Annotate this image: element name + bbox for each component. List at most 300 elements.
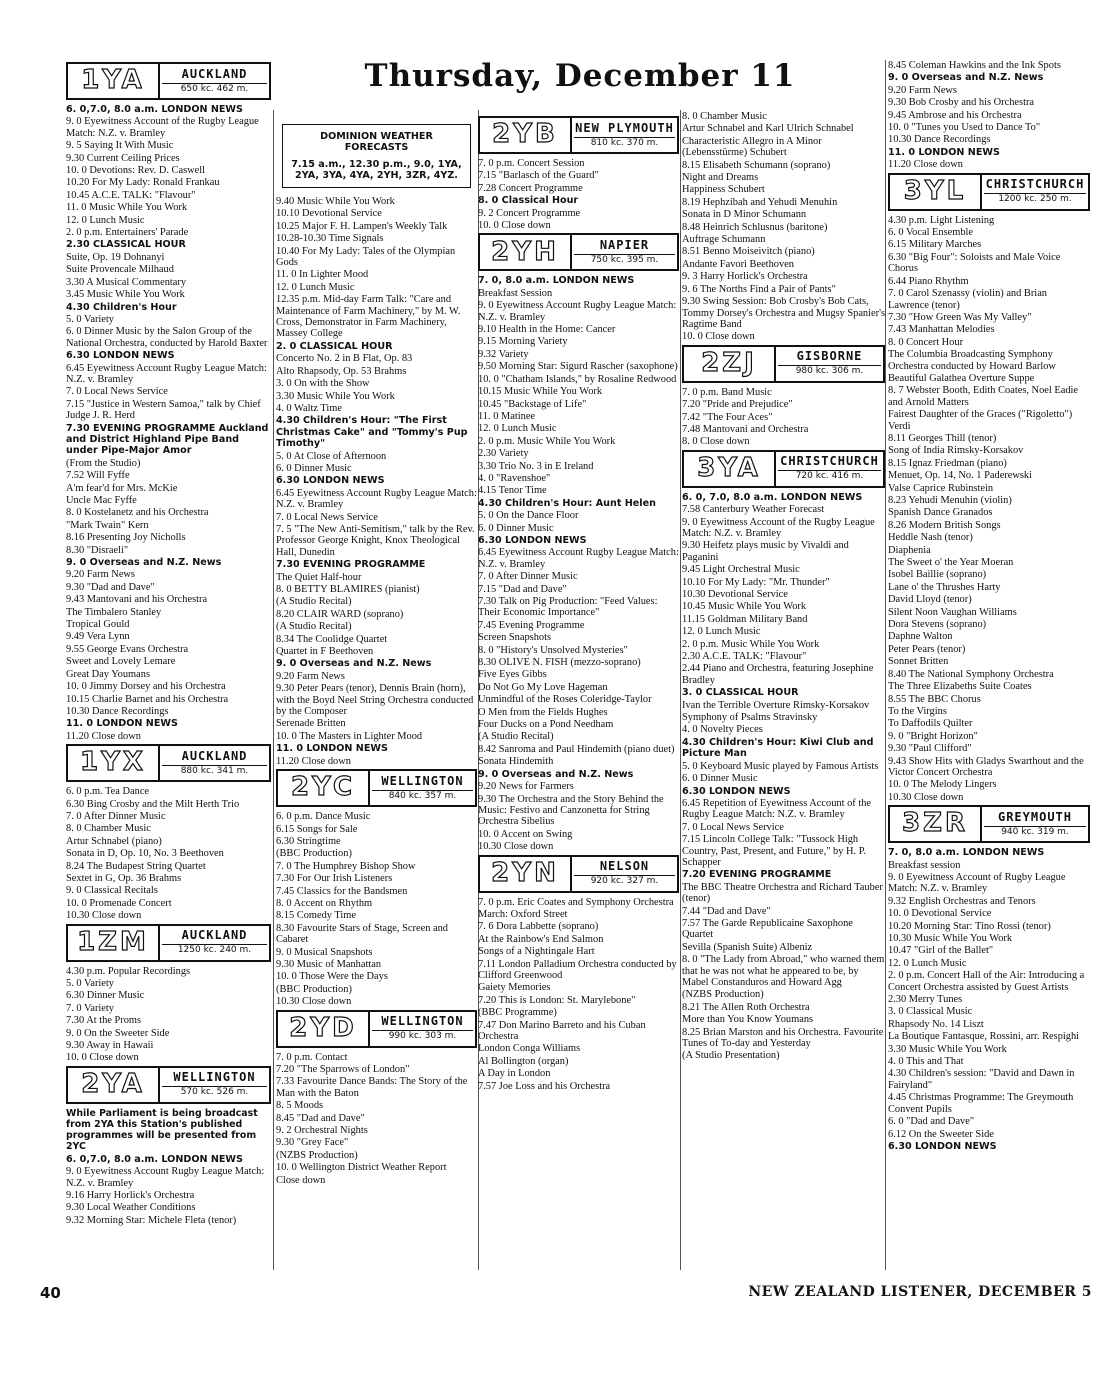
program-entry: 7.20 "Pride and Prejudice": [682, 399, 793, 411]
program-entry: 6.45 Eyewitness Account Rugby League Match: N.Z. v. Bramley: [276, 487, 477, 511]
program-entry: 7.30 Talk on Pig Production: "Feed Values: Their Economic Importance": [478, 596, 658, 619]
program-entry: Symphony of Psalms Stravinsky: [682, 712, 818, 724]
program-entry: Heddle Nash (tenor): [888, 532, 973, 544]
program-entry: Songs of a Nightingale Hart: [478, 946, 595, 958]
program-entry: 9.43 Show Hits with Gladys Swarthout and the Victor Concert Orchestra: [888, 755, 1084, 778]
program-entry: 9.40 Music While You Work: [276, 196, 395, 207]
program-entry: 3. 0 On with the Show: [276, 378, 370, 390]
program-entry: 9.30 Music of Manhattan: [276, 958, 382, 970]
program-entry: 7.43 Manhattan Melodies: [888, 324, 995, 336]
program-entry: 7.28 Concert Programme: [478, 182, 583, 194]
program-entry: 9. 2 Concert Programme: [478, 207, 581, 219]
program-entry: 2. 0 p.m. Entertainers' Parade: [66, 227, 189, 239]
station-call-sign: 3YL: [890, 175, 982, 209]
program-entry: 2. 0 CLASSICAL HOUR: [276, 340, 393, 352]
program-entry: 7.15 Lincoln College Talk: "Tussock High Country, Past, Present, and Future," by H. P. Schapper: [682, 834, 866, 868]
program-entry: 4.30 Children's Hour: Aunt Helen: [478, 497, 656, 509]
program-entry: 8.48 Heinrich Schlusnus (baritone): [682, 221, 828, 233]
program-entry: 11. 0 LONDON NEWS: [888, 146, 1000, 158]
program-entry: 8.25 Brian Marston and his Orchestra. Favourite Tunes of To-day and Yesterday: [682, 1026, 884, 1050]
program-entry: 7.30 At the Proms: [66, 1015, 142, 1027]
program-entry: 10. 0 The Masters in Lighter Mood: [276, 730, 423, 742]
program-list-2yn: [478, 897, 679, 1093]
program-entry: 11. 0 LONDON NEWS: [276, 743, 388, 755]
program-entry: 2.30 CLASSICAL HOUR: [66, 239, 186, 251]
program-entry: 11. 0 In Lighter Mood: [276, 269, 369, 281]
program-entry: 12. 0 Lunch Music: [276, 281, 355, 293]
program-entry: 9. 3 Harry Horlick's Orchestra: [682, 271, 808, 283]
station-frequency: 650 kc. 462 m.: [162, 83, 267, 95]
program-entry: (From the Studio): [66, 457, 141, 469]
station-city: CHRISTCHURCH: [780, 454, 879, 469]
station-call-sign: 2ZJ: [684, 347, 776, 381]
program-entry: 10.30 Dance Recordings: [66, 705, 169, 717]
program-entry: 9.45 Ambrose and his Orchestra: [888, 109, 1022, 121]
program-entry: The Sweet o' the Year Moeran: [888, 557, 1014, 569]
page-title: Thursday, December 11: [364, 58, 796, 94]
station-frequency: 1200 kc. 250 m.: [984, 193, 1086, 205]
program-entry: 7. 0, 8.0 a.m. LONDON NEWS: [888, 847, 1045, 859]
program-entry: 8.26 Modern British Songs: [888, 519, 1001, 531]
program-entry: Andante Favori Beethoven: [682, 258, 794, 270]
program-list-2yb: [478, 158, 679, 231]
program-entry: 10. 0 "Chatham Islands," by Rosaline Redwood: [478, 373, 677, 385]
program-entry: 9. 0 Overseas and N.Z. News: [276, 658, 432, 670]
program-entry: 3.45 Music While You Work: [66, 289, 185, 301]
program-entry: 5. 0 At Close of Afternoon: [276, 450, 387, 462]
program-entry: 4. 0 Novelty Pieces: [682, 724, 763, 736]
station-call-sign: 2YD: [278, 1012, 370, 1046]
station-city: AUCKLAND: [181, 748, 248, 763]
program-entry: 9.32 English Orchestras and Tenors: [888, 895, 1036, 907]
program-entry: 4.30 Children's session: "David and Dawn in Fairyland": [888, 1068, 1075, 1091]
program-entry: 12. 0 Lunch Music: [888, 957, 967, 969]
program-entry: 10.30 Devotional Service: [682, 589, 788, 600]
station-frequency: 880 kc. 341 m.: [162, 765, 267, 777]
program-entry: 10. 0 Accent on Swing: [478, 828, 573, 840]
program-entry: 6. 0 p.m. Tea Dance: [66, 786, 150, 798]
program-entry: 7.57 Joe Loss and his Orchestra: [478, 1080, 611, 1092]
program-entry: 9.30 "Dad and Dave": [66, 581, 155, 593]
program-entry: 10.25 Major F. H. Lampen's Weekly Talk: [276, 220, 448, 232]
program-entry: 8. 0 Chamber Music: [66, 823, 151, 835]
program-entry: 10.15 Music While You Work: [478, 386, 603, 398]
program-entry: Menuet, Op. 14, No. 1 Paderewski: [888, 470, 1033, 482]
program-entry: 8.15 Ignaz Friedman (piano): [888, 457, 1007, 469]
program-entry: O Men from the Fields Hughes: [478, 706, 608, 718]
program-entry: 10. 0 Close down: [66, 1052, 139, 1064]
station-frequency: 720 kc. 416 m.: [778, 470, 881, 482]
program-entry: 10.10 For My Lady: "Mr. Thunder": [682, 576, 830, 588]
program-entry: 7.44 "Dad and Dave": [682, 905, 771, 917]
program-entry: 6. 0 p.m. Dance Music: [276, 811, 371, 823]
program-entry: More than You Know Youmans: [682, 1014, 814, 1026]
program-entry: 9. 0 Eyewitness Account of the Rugby League Match: N.Z. v. Bramley: [66, 116, 259, 139]
program-entry: 7.30 For Our Irish Listeners: [276, 873, 393, 885]
program-entry: 6.30 Bing Crosby and the Milt Herth Trio: [66, 798, 240, 810]
parliament-notice: While Parliament is being broadcast from 2YA this Station's published programmes will be presented from 2YC: [66, 1107, 258, 1152]
program-entry: 10.28-10.30 Time Signals: [276, 233, 384, 245]
program-entry: 9. 0 Eyewitness Account Rugby League Match: N.Z. v. Bramley: [478, 300, 677, 323]
program-entry: Breakfast session: [888, 859, 961, 871]
program-entry: 5. 0 Keyboard Music played by Famous Artists: [682, 760, 879, 772]
program-entry: 11. 0 Matinee: [478, 410, 536, 422]
program-entry: 8.40 The National Symphony Orchestra: [888, 668, 1054, 680]
station-header-2yd: [276, 1010, 477, 1048]
program-entry: 7. 0 Local News Service: [682, 821, 784, 833]
station-city: AUCKLAND: [181, 928, 248, 943]
station-header-3ya: [682, 450, 885, 488]
program-entry: 6.30 "Big Four": Soloists and Male Voice Chorus: [888, 251, 1061, 275]
program-entry: 6.44 Piano Rhythm: [888, 275, 969, 287]
program-entry: Five Eyes Gibbs: [478, 669, 547, 681]
program-entry: 12. 0 Lunch Music: [478, 423, 557, 435]
program-entry: 7.15 "Barlasch of the Guard": [478, 170, 599, 182]
program-entry: 4.30 p.m. Popular Recordings: [66, 965, 191, 977]
program-list-2ya-cont: [276, 196, 477, 767]
program-entry: 7. 0 The Humphrey Bishop Show: [276, 860, 416, 872]
program-entry: 9. 0 Eyewitness Account of the Rugby League Match: N.Z. v. Bramley: [682, 516, 875, 539]
program-entry: Dora Stevens (soprano): [888, 619, 987, 631]
program-entry: The Columbia Broadcasting Symphony Orchestra conducted by Howard Barlow: [888, 349, 1056, 372]
program-entry: (A Studio Recital): [276, 596, 352, 608]
program-entry: The Three Elizabeths Suite Coates: [888, 681, 1032, 693]
program-entry: 8.51 Benno Moiseivitch (piano): [682, 246, 815, 258]
program-entry: 12. 0 Lunch Music: [682, 626, 761, 638]
program-entry: 11.20 Close down: [888, 159, 963, 171]
program-entry: 9.32 Morning Star: Michele Fleta (tenor): [66, 1214, 237, 1226]
station-call-sign: 2YA: [68, 1068, 160, 1102]
program-entry: 6. 0,7.0, 8.0 a.m. LONDON NEWS: [66, 1153, 243, 1165]
program-entry: 6.12 On the Sweeter Side: [888, 1128, 994, 1140]
program-entry: 8. 0 "The Lady from Abroad," who warned them that he was not what he appeared to be, by Mabel Constanduros and Howard Agg: [682, 954, 885, 988]
station-call-sign: 2YH: [480, 235, 572, 269]
program-entry: 7.20 This is London: St. Marylebone": [478, 994, 636, 1006]
program-entry: 6. 0 Dinner Music: [478, 522, 554, 534]
program-entry: 11. 0 Music While You Work: [66, 202, 188, 214]
program-entry: 7. 6 Dora Labbette (soprano): [478, 921, 599, 933]
station-header-2yc: [276, 769, 477, 807]
program-entry: 3.30 Music While You Work: [888, 1043, 1007, 1055]
program-entry: 7.11 London Palladium Orchestra conducted by Clifford Greenwood: [478, 958, 677, 981]
program-entry: 6.30 LONDON NEWS: [276, 475, 385, 487]
program-entry: 12.35 p.m. Mid-day Farm Talk: "Care and Maintenance of Farm Machinery," by M. W. Cross, Demonstrator in Farm Machinery, Massey College: [276, 294, 461, 340]
program-entry: 7.42 "The Four Aces": [682, 411, 773, 423]
program-entry: 6.30 Stringtime: [276, 835, 341, 847]
program-entry: To the Virgins: [888, 705, 947, 717]
column-4: [682, 111, 885, 1270]
station-call-sign: 2YN: [480, 857, 572, 891]
program-entry: (A Studio Recital): [276, 621, 352, 633]
program-entry: Alto Rhapsody, Op. 53 Brahms: [276, 365, 407, 377]
program-entry: 9.32 Variety: [478, 348, 529, 360]
program-entry: 9.49 Vera Lynn: [66, 631, 130, 643]
program-entry: 7. 0 Carol Szenassy (violin) and Brian Lawrence (tenor): [888, 288, 1048, 311]
program-list-1yx: [66, 786, 271, 921]
program-entry: 7. 0 p.m. Eric Coates and Symphony Orchestra: [478, 896, 674, 908]
program-entry: 6. 0 Vocal Ensemble: [888, 227, 974, 239]
program-entry: Spanish Dance Granados: [888, 507, 993, 519]
program-entry: 9.30 Current Ceiling Prices: [66, 152, 180, 164]
program-entry: 10.30 Dance Recordings: [888, 134, 991, 146]
program-entry: 6.30 LONDON NEWS: [682, 785, 791, 797]
program-entry: 3.30 A Musical Commentary: [66, 276, 187, 288]
program-list-2zj: [682, 387, 885, 448]
program-entry: 9.16 Harry Horlick's Orchestra: [66, 1190, 195, 1202]
program-entry: 7. 0 Variety: [66, 1002, 114, 1014]
program-entry: Concerto No. 2 in B Flat, Op. 83: [276, 353, 413, 365]
program-entry: 8.11 Georges Thill (tenor): [888, 432, 997, 444]
program-entry: 9.30 The Orchestra and the Story Behind the Music: Festivo and Canzonetta for String Orchestra Sibelius: [478, 793, 664, 828]
station-city: AUCKLAND: [181, 66, 248, 81]
column-2: [276, 118, 477, 1270]
column-5: [888, 60, 1090, 1270]
program-entry: 2.30 Variety: [478, 448, 529, 460]
station-frequency: 570 kc. 526 m.: [162, 1086, 267, 1098]
program-entry: (BBC Production): [276, 848, 352, 860]
program-entry: 7. 0 p.m. Contact: [276, 1051, 348, 1063]
program-entry: 8.15 Comedy Time: [276, 910, 356, 922]
station-city: NELSON: [599, 859, 650, 874]
program-entry: 8. 0 Chamber Music: [682, 111, 767, 122]
column-divider: [273, 110, 274, 1270]
program-entry: Four Ducks on a Pond Needham: [478, 719, 614, 731]
station-frequency: 840 kc. 357 m.: [372, 790, 473, 802]
program-entry: 4.30 Children's Hour: Kiwi Club and Picture Man: [682, 736, 874, 760]
program-entry: Characteristic Allegro in A Minor (Lebensstürme) Schubert: [682, 135, 822, 159]
program-entry: (BBC Production): [276, 983, 352, 995]
program-entry: 10. 0 Those Were the Days: [276, 971, 388, 983]
program-entry: 7.52 Will Fyffe: [66, 470, 130, 482]
program-entry: 9. 0 Musical Snapshots: [276, 946, 373, 958]
publication-footer: NEW ZEALAND LISTENER, DECEMBER 5: [748, 1284, 1092, 1300]
program-list-3ya: [682, 492, 885, 1062]
program-entry: 8. 0 Accent on Rhythm: [276, 897, 373, 909]
program-entry: Beautiful Galathea Overture Suppe: [888, 372, 1035, 384]
program-entry: 2. 0 p.m. Music While You Work: [478, 435, 616, 447]
page-number: 40: [40, 1284, 61, 1302]
program-entry: Sonata in D, Op. 10, No. 3 Beethoven: [66, 848, 224, 860]
program-entry: 7.30 EVENING PROGRAMME: [276, 559, 426, 571]
program-entry: Valse Caprice Rubinstein: [888, 482, 994, 494]
station-call-sign: 1YX: [68, 746, 160, 780]
program-entry: 9.20 Farm News: [888, 84, 957, 96]
program-list-2yc: [276, 811, 477, 1008]
program-entry: 9.55 George Evans Orchestra: [66, 643, 189, 655]
program-entry: 5. 0 Variety: [66, 978, 114, 989]
program-entry: 8.45 Coleman Hawkins and the Ink Spots: [888, 60, 1061, 71]
program-entry: 10. 0 Devotional Service: [888, 908, 992, 920]
program-entry: Al Bollington (organ): [478, 1055, 569, 1067]
program-entry: Serenade Britten: [276, 718, 346, 730]
program-entry: 10.30 Close down: [888, 791, 964, 803]
program-entry: 7. 5 "The New Anti-Semitism," talk by the Rev. Professor George Knight, Knox Theological Hall, Dunedin: [276, 523, 475, 558]
program-entry: Song of India Rimsky-Korsakov: [888, 445, 1024, 457]
program-entry: Auftrage Schumann: [682, 234, 766, 246]
station-city: WELLINGTON: [381, 1014, 464, 1029]
program-entry: 9. 0 Overseas and N.Z. News: [66, 557, 222, 569]
program-entry: 10. 0 Close down: [478, 220, 551, 232]
station-city: CHRISTCHURCH: [985, 177, 1085, 192]
program-entry: 10.45 "Backstage of Life": [478, 398, 587, 410]
program-entry: 10.30 Close down: [478, 841, 554, 853]
program-list-1zm: [66, 966, 271, 1064]
program-entry: 6.45 Eyewitness Account Rugby League Match: N.Z. v. Bramley: [66, 362, 267, 385]
program-entry: (NZBS Production): [682, 989, 764, 1001]
program-entry: Happiness Schubert: [682, 184, 765, 196]
program-entry: 8.42 Sanroma and Paul Hindemith (piano duet): [478, 743, 675, 755]
program-list-2yd: [276, 1052, 477, 1186]
program-entry: London Conga Williams: [478, 1043, 581, 1055]
program-entry: 9.20 Farm News: [276, 670, 345, 682]
station-header-3zr: [888, 805, 1090, 843]
program-entry: 6.15 Military Marches: [888, 239, 982, 251]
program-entry: Night and Dreams: [682, 172, 759, 184]
program-entry: A Day in London: [478, 1068, 551, 1080]
program-entry: 7.58 Canterbury Weather Forecast: [682, 504, 825, 516]
station-city: GISBORNE: [796, 349, 863, 364]
station-header-2yb: [478, 116, 679, 154]
program-entry: 6.30 LONDON NEWS: [888, 1140, 997, 1152]
station-city: WELLINGTON: [381, 773, 464, 788]
program-entry: 8. 0 Close down: [682, 436, 750, 448]
program-entry: 9.30 Away in Hawaii: [66, 1040, 154, 1052]
program-entry: 4.30 Children's Hour: "The First Christmas Cake" and "Tommy's Pup Timothy": [276, 415, 468, 450]
program-entry: 10.15 Charlie Barnet and his Orchestra: [66, 693, 229, 705]
program-entry: Breakfast Session: [478, 287, 553, 299]
program-entry: 7. 0 Local News Service: [276, 511, 378, 523]
program-entry: 8. 5 Moods: [276, 1100, 324, 1112]
program-entry: 10.30 Close down: [66, 910, 142, 922]
program-entry: 8. 0 Classical Hour: [478, 195, 579, 207]
program-entry: 9.20 Farm News: [66, 569, 135, 581]
program-entry: 9. 6 The Norths Find a Pair of Pants": [682, 283, 836, 295]
program-entry: 12. 0 Lunch Music: [66, 214, 145, 226]
station-header-2ya: [66, 1066, 271, 1104]
program-entry: 6. 0, 7.0, 8.0 a.m. LONDON NEWS: [682, 491, 863, 503]
program-entry: 11. 0 LONDON NEWS: [66, 718, 178, 730]
program-entry: 7.57 The Garde Republicaine Saxophone Quartet: [682, 917, 853, 941]
station-header-2zj: [682, 345, 885, 383]
program-entry: 2.30 A.C.E. TALK: "Flavour": [682, 651, 807, 663]
program-entry: 10. 0 Devotions: Rev. D. Caswell: [66, 165, 206, 177]
program-list-3ya-cont: [888, 60, 1090, 171]
program-entry: 10.47 "Girl of the Ballet": [888, 945, 994, 957]
program-entry: 9. 2 Orchestral Nights: [276, 1125, 368, 1137]
program-entry: Ivan the Terrible Overture Rimsky-Korsakov: [682, 699, 870, 711]
program-list-2yh: [478, 275, 679, 852]
program-entry: 9. 5 Saying It With Music: [66, 140, 174, 152]
program-entry: 5. 0 Variety: [66, 313, 114, 325]
column-3: [478, 114, 679, 1270]
program-entry: 9.30 Swing Session: Bob Crosby's Bob Cats, Tommy Dorsey's Orchestra and Mugsy Spanier's Ragtime Band: [682, 296, 885, 330]
program-entry: 4.30 p.m. Light Listening: [888, 214, 995, 226]
station-call-sign: 2YB: [480, 118, 572, 152]
program-entry: 5. 0 On the Dance Floor: [478, 510, 579, 522]
program-entry: 8.15 Elisabeth Schumann (soprano): [682, 159, 831, 171]
program-entry: 10. 0 Promenade Concert: [66, 897, 172, 909]
program-entry: 7.45 Evening Programme: [478, 619, 585, 631]
program-entry: Rhapsody No. 14 Liszt: [888, 1018, 984, 1030]
weather-times: 7.15 a.m., 12.30 p.m., 9.0, 1YA, 2YA, 3YA, 4YA, 2YH, 3ZR, 4YZ.: [291, 159, 462, 181]
program-entry: Isobel Baillie (soprano): [888, 569, 987, 581]
program-entry: 10.45 Music While You Work: [682, 601, 807, 613]
program-entry: 8.24 The Budapest String Quartet: [66, 860, 206, 872]
program-entry: Screen Snapshots: [478, 632, 552, 644]
program-entry: 4.45 Christmas Programme: The Greymouth Convent Pupils: [888, 1092, 1074, 1115]
program-entry: To Daffodils Quilter: [888, 718, 973, 730]
program-entry: 8.30 "Disraeli": [66, 544, 129, 556]
program-list-3zr: [888, 847, 1090, 1152]
program-entry: 8.23 Yehudi Menuhin (violin): [888, 495, 1012, 506]
program-entry: Uncle Mac Fyffe: [66, 495, 137, 506]
program-entry: 8.45 "Dad and Dave": [276, 1112, 365, 1124]
station-header-2yh: [478, 233, 679, 271]
program-entry: 7.47 Don Marino Barreto and his Cuban Orchestra: [478, 1019, 646, 1042]
program-list-2yn-cont: [682, 111, 885, 343]
program-entry: 7.45 Classics for the Bandsmen: [276, 885, 408, 897]
program-entry: 4.30 Children's Hour: [66, 301, 177, 313]
program-entry: Fairest Daughter of the Graces ("Rigoletto") Verdi: [888, 409, 1073, 432]
station-header-1zm: [66, 924, 271, 962]
program-entry: 6. 0 Dinner Music: [682, 773, 758, 785]
program-entry: 8. 7 Webster Booth, Edith Coates, Noel Eadie and Arnold Matters: [888, 385, 1079, 408]
program-entry: 9. 0 Overseas and N.Z. News: [888, 72, 1044, 84]
program-entry: (A Studio Presentation): [682, 1050, 780, 1062]
program-entry: (A Studio Recital): [478, 731, 554, 743]
station-frequency: 750 kc. 395 m.: [574, 254, 675, 266]
program-entry: 7. 0 p.m. Band Music: [682, 386, 772, 398]
program-entry: 7.30 "How Green Was My Valley": [888, 311, 1032, 323]
program-entry: Silent Noon Vaughan Williams: [888, 606, 1017, 618]
program-entry: 7.20 EVENING PROGRAMME: [682, 869, 832, 881]
station-header-1yx: [66, 744, 271, 782]
program-entry: 8.20 CLAIR WARD (soprano): [276, 608, 404, 620]
program-entry: 9.43 Mantovani and his Orchestra: [66, 594, 208, 606]
program-entry: Artur Schnabel and Karl Ulrich Schnabel: [682, 123, 854, 135]
program-entry: 6. 0 Dinner Music: [276, 462, 352, 474]
program-entry: Artur Schnabel (piano): [66, 835, 162, 847]
program-entry: La Boutique Fantasque, Rossini, arr. Respighi: [888, 1031, 1080, 1043]
program-entry: Lane o' the Thrushes Harty: [888, 581, 1001, 593]
column-divider: [885, 60, 886, 1270]
program-entry: 7.20 "The Sparrows of London": [276, 1064, 410, 1075]
station-city: GREYMOUTH: [997, 809, 1073, 824]
program-entry: "Mark Twain" Kern: [66, 519, 149, 531]
program-entry: 9. 0 Eyewitness Account of Rugby League Match: N.Z. v. Bramley: [888, 871, 1066, 895]
program-entry: 6.45 Eyewitness Account Rugby League Match: N.Z. v. Bramley: [478, 547, 679, 570]
program-entry: Diaphenia: [888, 544, 931, 556]
program-entry: 8.34 The Coolidge Quartet: [276, 633, 388, 645]
program-entry: Sevilla (Spanish Suite) Albeniz: [682, 941, 813, 953]
program-entry: 10.30 Music While You Work: [888, 933, 1013, 944]
station-frequency: 920 kc. 327 m.: [574, 875, 675, 887]
column-divider: [680, 110, 681, 1270]
program-entry: 10.20 Morning Star: Tino Rossi (tenor): [888, 920, 1051, 932]
program-entry: 6. 0,7.0, 8.0 a.m. LONDON NEWS: [66, 104, 243, 115]
program-entry: 4. 0 Waltz Time: [276, 402, 342, 414]
program-entry: (BBC Programme): [478, 1007, 557, 1019]
program-entry: 8.16 Presenting Joy Nicholls: [66, 532, 186, 544]
program-entry: The Timbalero Stanley: [66, 606, 162, 618]
program-entry: 9.45 Light Orchestral Music: [682, 564, 800, 576]
program-entry: 9.20 News for Farmers: [478, 781, 574, 793]
program-entry: 9.30 Local Weather Conditions: [66, 1202, 196, 1214]
program-entry: 6.30 LONDON NEWS: [66, 350, 175, 362]
weather-title: DOMINION WEATHER FORECASTS: [320, 131, 433, 153]
program-entry: Suite, Op. 19 Dohnanyi: [66, 251, 165, 263]
station-frequency: 1250 kc. 240 m.: [162, 944, 267, 956]
